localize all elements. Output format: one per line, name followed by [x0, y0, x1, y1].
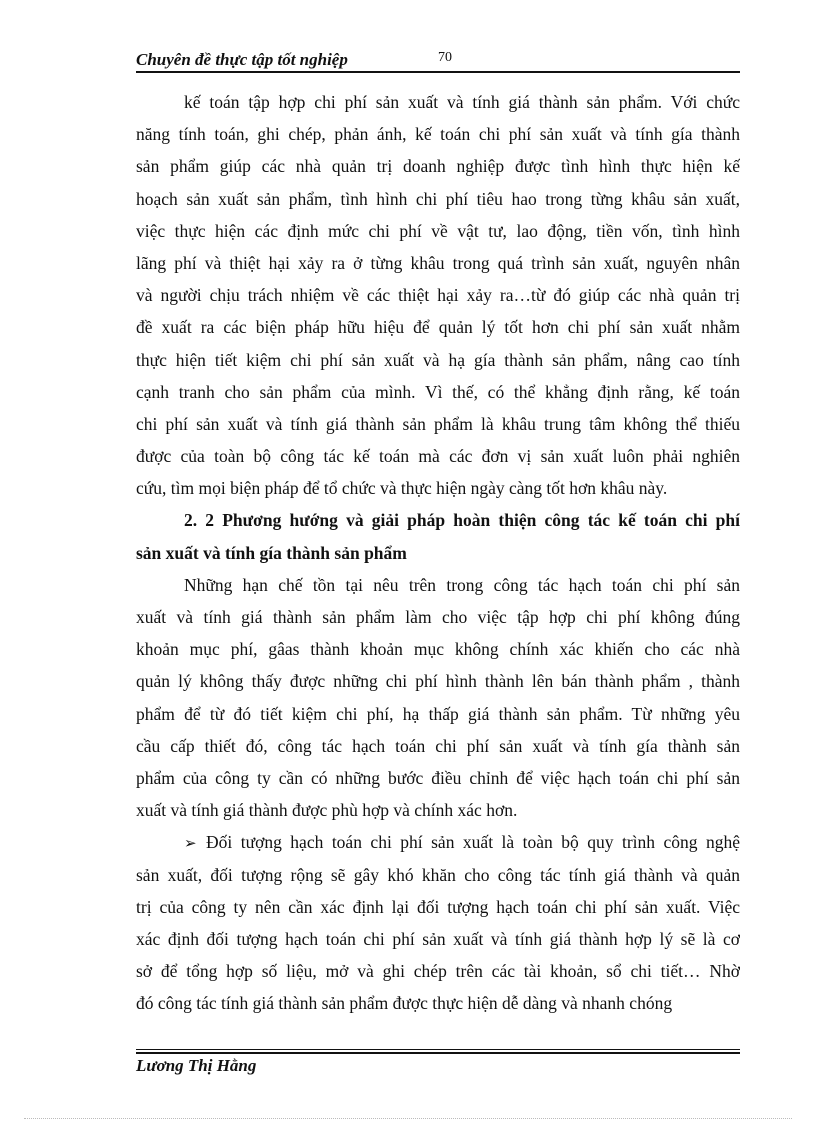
text-line: cạnh tranh cho sản phẩm của mình. Vì thế, có thể khẳng định rằng, kế toán	[136, 381, 740, 402]
header-divider	[136, 71, 740, 73]
text-line: quản lý không thấy được những chi phí hình thành lên bán thành phẩm , thành	[136, 671, 740, 692]
text-line: được của toàn bộ công tác kế toán mà các đơn vị sản xuất luôn phải nghiên	[136, 446, 740, 467]
text-line: lãng phí và thiệt hại xảy ra ở từng khâu trong quá trình sản xuất, nguyên nhân	[136, 252, 740, 273]
text-line: Những hạn chế tồn tại nêu trên trong công tác hạch toán chi phí sản	[184, 574, 740, 595]
text-line: việc thực hiện các định mức chi phí về vật tư, lao động, tiền vốn, tình hình	[136, 220, 740, 241]
text-line: và người chịu trách nhiệm về các thiệt hại xảy ra…từ đó giúp các nhà quản trị	[136, 285, 740, 306]
heading-line: 2. 2 Phương hướng và giải pháp hoàn thiện công tác kế toán chi phí	[184, 510, 740, 531]
text-line: xác định đối tượng hạch toán chi phí sản xuất và tính giá thành hợp lý sẽ là cơ	[136, 928, 740, 949]
section-heading	[136, 504, 740, 568]
document-title: Chuyên đề thực tập tốt nghiệp	[136, 50, 348, 69]
text-line: sản xuất, đối tượng rộng sẽ gây khó khăn cho công tác tính giá thành và quản	[136, 864, 740, 885]
arrow-bullet-icon: ➢	[184, 836, 197, 853]
bullet-text: Đối tượng hạch toán chi phí sản xuất là toàn bộ quy trình công nghệ	[206, 832, 740, 853]
footer-divider	[136, 1049, 740, 1050]
document-body	[136, 86, 740, 1019]
text-line: đề xuất ra các biện pháp hữu hiệu để quản lý tốt hơn chi phí sản xuất nhằm	[136, 317, 740, 338]
text-line	[136, 826, 740, 858]
text-line: đó công tác tính giá thành sản phẩm được thực hiện dễ dàng và nhanh chóng	[136, 993, 673, 1014]
footer-divider-thick	[136, 1052, 740, 1054]
text-line: sản phẩm giúp các nhà quản trị doanh nghiệp được tình hình thực hiện kế	[136, 156, 740, 177]
text-line: xuất và tính giá thành sản phẩm làm cho việc tập hợp chi phí không đúng	[136, 607, 740, 627]
bullet-paragraph	[136, 826, 740, 1019]
text-line: cầu cấp thiết đó, công tác hạch toán chi phí sản xuất và tính gía thành sản	[136, 735, 740, 756]
text-line: hoạch sản xuất sản phẩm, tình hình chi phí tiêu hao trong từng khâu sản xuất,	[136, 188, 740, 209]
text-line: phẩm để từ đó tiết kiệm chi phí, hạ thấp giá thành sản phẩm. Từ những yêu	[136, 703, 740, 724]
text-line: chi phí sản xuất và tính giá thành sản phẩm là khâu trung tâm không thể thiếu	[136, 413, 740, 434]
paragraph-2	[136, 569, 740, 827]
text-line: sở để tổng hợp số liệu, mở và ghi chép trên các tài khoản, sổ chi tiết… Nhờ	[136, 961, 740, 982]
text-line: cứu, tìm mọi biện pháp để tổ chức và thực hiện ngày càng tốt hơn khâu này.	[136, 478, 668, 499]
heading-line: sản xuất và tính gía thành sản phẩm	[136, 542, 407, 563]
text-line: thực hiện tiết kiệm chi phí sản xuất và hạ gía thành sản phẩm, nâng cao tính	[136, 349, 740, 370]
text-line: xuất và tính giá thành được phù hợp và chính xác hơn.	[136, 800, 518, 821]
text-line: khoản mục phí, gâas thành khoản mục không chính xác khiến cho các nhà	[136, 639, 740, 660]
author-name: Lương Thị Hằng	[136, 1056, 257, 1075]
paragraph-1	[136, 86, 740, 504]
page-edge	[24, 1118, 792, 1119]
text-line: kế toán tập hợp chi phí sản xuất và tính giá thành sản phẩm. Với chức	[184, 92, 740, 112]
text-line: năng tính toán, ghi chép, phản ánh, kế toán chi phí sản xuất và tính gía thành	[136, 124, 740, 145]
page-header	[136, 48, 740, 72]
page-number: 70	[438, 50, 452, 65]
text-line: phẩm của công ty cần có những bước điều chỉnh để việc hạch toán chi phí sản	[136, 767, 740, 788]
text-line: trị của công ty nên cần xác định lại đối tượng hạch toán chi phí sản xuất. Việc	[136, 896, 740, 917]
